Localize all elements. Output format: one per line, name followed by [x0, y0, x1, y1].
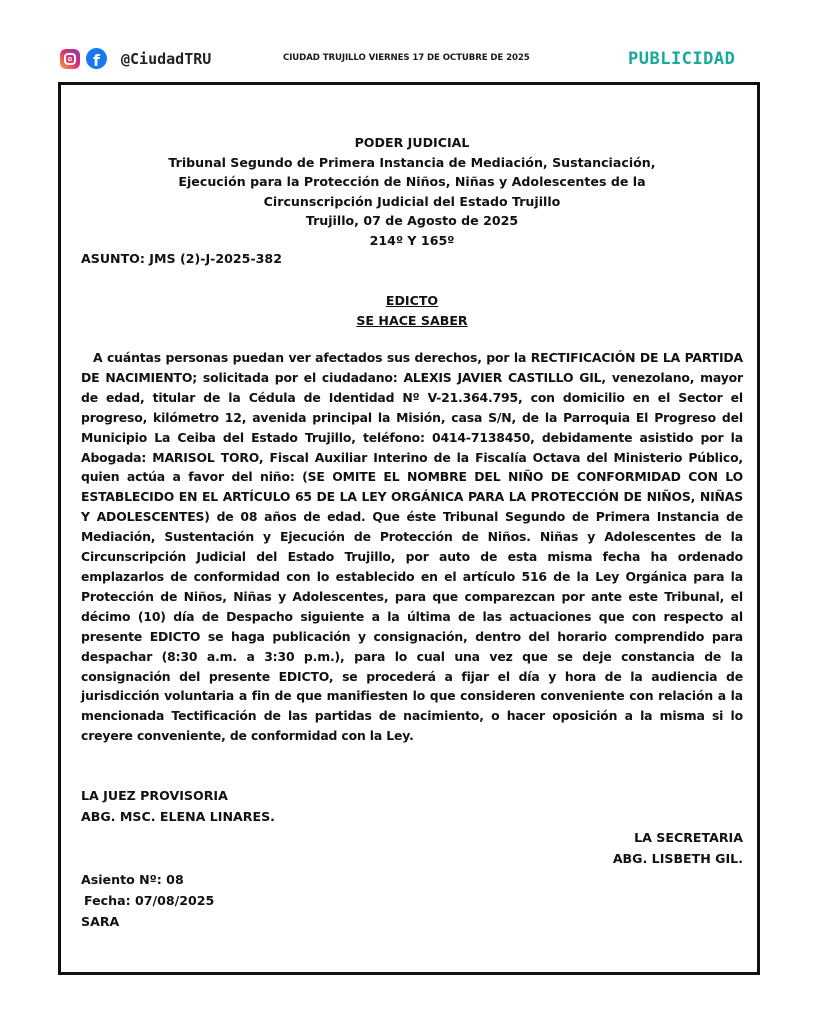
- judge-name: ABG. MSC. ELENA LINARES.: [81, 809, 275, 824]
- court-header: [81, 133, 743, 251]
- section-label: PUBLICIDAD: [628, 49, 736, 69]
- header-line-poder-judicial: PODER JUDICIAL: [354, 135, 470, 150]
- registry-asiento: Asiento Nº: 08: [81, 872, 184, 887]
- registry-fecha: Fecha: 07/08/2025: [84, 893, 215, 908]
- header-line-circunscripcion: Circunscripción Judicial del Estado Trujillo: [263, 193, 561, 209]
- edict-body: A cuántas personas puedan ver afectados sus derechos, por la RECTIFICACIÓN DE LA PARTIDA DE NACIMIENTO; solicitada por el ciudadano: ALEXIS JAVIER CASTILLO GIL, venezolano, mayor de edad, titular de la Cédula de Identidad Nº V-21.364.795, con domicilio en el Sector el progreso, kilómetro 12, avenida principal la Misión, casa S/N, de la Parroquia El Progreso del Municipio La Ceiba del Estado Trujillo, teléfono: 0414-7138450, debidamente asistido por la Abogada: MARISOL TORO, Fiscal Auxiliar Interino de la Fiscalía Octava del Ministerio Público, quien actúa a favor del niño: (SE OMITE EL NOMBRE DEL NIÑO DE CONFORMIDAD CON LO ESTABLECIDO EN EL ARTÍCULO 65 DE LA LEY ORGÁNICA PARA LA PROTECCIÓN DE NIÑOS, NIÑAS Y ADOLESCENTES) de 08 años de edad. Que éste Tribunal Segundo de Primera Instancia de Mediación, Sustentación y Ejecución de Protección de Niños. Niñas y Adolescentes de la Circunscripción Judicial del Estado Trujillo, por auto de esta misma fecha ha ordenado emplazarlos de conformidad con lo establecido en el artículo 516 de la Ley Orgánica para la Protección de Niños, Niñas y Adolescentes, para que comparezcan por ante este Tribunal, el décimo (10) día de Despacho siguiente a la última de las actuaciones que con respecto al presente EDICTO se haga publicación y consignación, dentro del horario comprendido para despachar (8:30 a.m. a 3:30 p.m.), para lo cual una vez que se deje constancia de la consignación del presente EDICTO, se procederá a fijar el día y hora de la audiencia de jurisdicción voluntaria a fin de que manifiesten lo que consideren conveniente con relación a la mencionada Tectificación de las partidas de nacimiento, o hacer oposición a la misma si lo creyere conveniente, de conformidad con la Ley.: [81, 350, 743, 744]
- edict-subtitle: SE HACE SABER: [356, 312, 468, 328]
- edict-frame: [58, 82, 760, 975]
- newspaper-dateline: CIUDAD TRUJILLO VIERNES 17 DE OCTUBRE DE 2025: [283, 53, 530, 63]
- header-line-date: Trujillo, 07 de Agosto de 2025: [305, 213, 519, 229]
- case-subject: ASUNTO: JMS (2)-J-2025-382: [81, 251, 282, 266]
- edict-title: EDICTO: [385, 293, 439, 308]
- header-line-years: 214º Y 165º: [369, 232, 455, 248]
- header-line-ejecucion: Ejecución para la Protección de Niños, Niñas y Adolescentes de la: [178, 174, 646, 190]
- secretary-name: ABG. LISBETH GIL.: [612, 851, 743, 866]
- secretary-title: LA SECRETARIA: [634, 830, 743, 845]
- social-handle: @CiudadTRU: [121, 49, 212, 68]
- header-line-tribunal: Tribunal Segundo de Primera Instancia de Mediación, Sustanciación,: [168, 154, 656, 170]
- instagram-icon[interactable]: [60, 49, 80, 69]
- page-header: [0, 0, 819, 80]
- judge-title: LA JUEZ PROVISORIA: [81, 788, 228, 803]
- judge-signature: [81, 785, 275, 827]
- registry-initials: SARA: [81, 914, 120, 929]
- facebook-icon[interactable]: f: [86, 48, 107, 69]
- registry-info: [81, 869, 214, 932]
- social-handle-group: [60, 48, 211, 69]
- edict-title-block: [81, 291, 743, 330]
- secretary-signature: [613, 827, 743, 869]
